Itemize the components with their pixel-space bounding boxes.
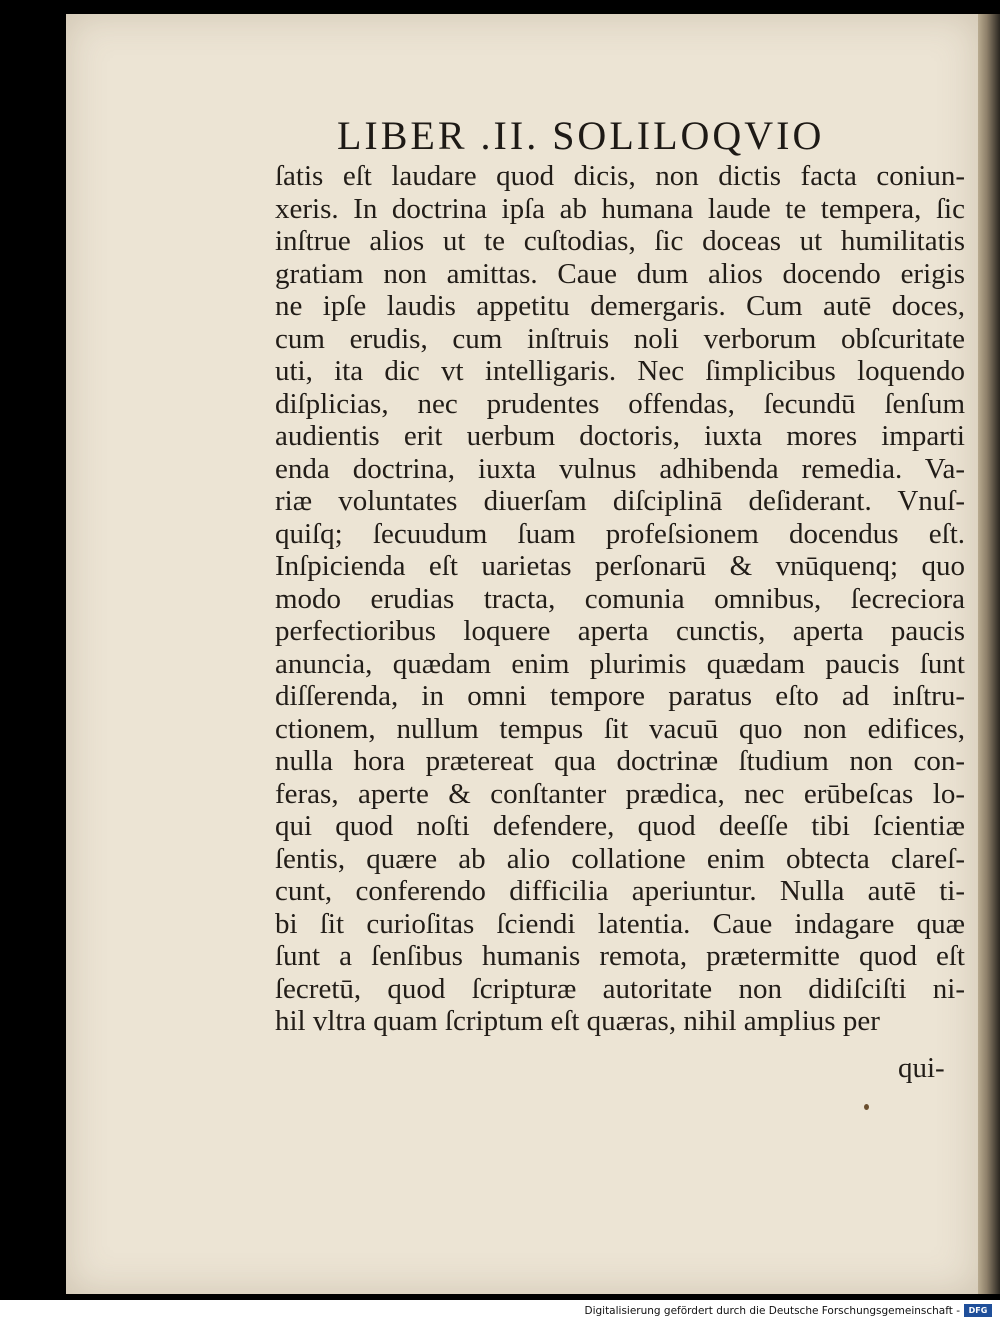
dfg-logo: DFG — [964, 1304, 992, 1317]
text-line: quiſq; ſecuudum ſuam profeſsionem docendus eſt. — [275, 517, 965, 550]
text-line: diſplicias, nec prudentes offendas, ſecundū ſenſum — [275, 387, 965, 420]
running-head: LIBER .II. SOLILOQVIO — [337, 113, 825, 158]
catchword: qui- — [898, 1052, 945, 1084]
text-line: xeris. In doctrina ipſa ab humana laude te tempera, ſic — [275, 192, 965, 225]
text-line: ſunt a ſenſibus humanis remota, prætermitte quod eſt — [275, 940, 965, 972]
text-line: cunt, conferendo difficilia aperiuntur. Nulla autē ti- — [275, 875, 965, 907]
text-line: modo erudias tracta, comunia omnibus, ſecreciora — [275, 582, 965, 615]
text-line: ctionem, nullum tempus ſit vacuū quo non edifices, — [275, 712, 965, 745]
text-line: bi ſit curioſitas ſciendi latentia. Caue indagare quæ — [275, 907, 965, 940]
text-line: ſentis, quære ab alio collatione enim obtecta clareſ- — [275, 842, 965, 875]
text-line: gratiam non amittas. Caue dum alios docendo erigis — [275, 257, 965, 290]
text-line: ſecretū, quod ſcripturæ autoritate non didiſciſti ni- — [275, 972, 965, 1005]
body-text — [275, 160, 965, 1038]
text-line: qui quod noſti defendere, quod deeſſe tibi ſcientiæ — [275, 810, 965, 842]
text-line: nulla hora prætereat qua doctrinæ ſtudium non con- — [275, 745, 965, 777]
text-line: uti, ita dic vt intelligaris. Nec ſimplicibus loquendo — [275, 355, 965, 387]
text-line: ſatis eſt laudare quod dicis, non dictis facta coniun- — [275, 160, 965, 192]
text-line: hil vltra quam ſcriptum eſt quæras, nihil amplius per — [275, 1005, 880, 1037]
text-line: anuncia, quædam enim plurimis quædam paucis ſunt — [275, 647, 965, 680]
text-line: cum erudis, cum inſtruis noli verborum obſcuritate — [275, 322, 965, 355]
text-line: audientis erit uerbum doctoris, iuxta mores imparti — [275, 420, 965, 452]
funding-credit: Digitalisierung gefördert durch die Deutsche Forschungsgemeinschaft - — [584, 1305, 960, 1317]
page-edge — [978, 14, 1000, 1294]
text-line: diſſerenda, in omni tempore paratus eſto ad inſtru- — [275, 680, 965, 712]
text-line: inſtrue alios ut te cuſtodias, ſic doceas ut humilitatis — [275, 225, 965, 257]
text-line: Inſpicienda eſt uarietas perſonarū & vnūquenq; quo — [275, 550, 965, 582]
text-line: perfectioribus loquere aperta cunctis, aperta paucis — [275, 615, 965, 647]
text-line: feras, aperte & conſtanter prædica, nec erūbeſcas lo- — [275, 777, 965, 810]
text-line: riæ voluntates diuerſam diſciplinā deſiderant. Vnuſ- — [275, 485, 965, 517]
text-line: ne ipſe laudis appetitu demergaris. Cum autē doces, — [275, 290, 965, 322]
text-line: enda doctrina, iuxta vulnus adhibenda remedia. Va- — [275, 452, 965, 485]
ink-spot — [864, 1104, 869, 1110]
